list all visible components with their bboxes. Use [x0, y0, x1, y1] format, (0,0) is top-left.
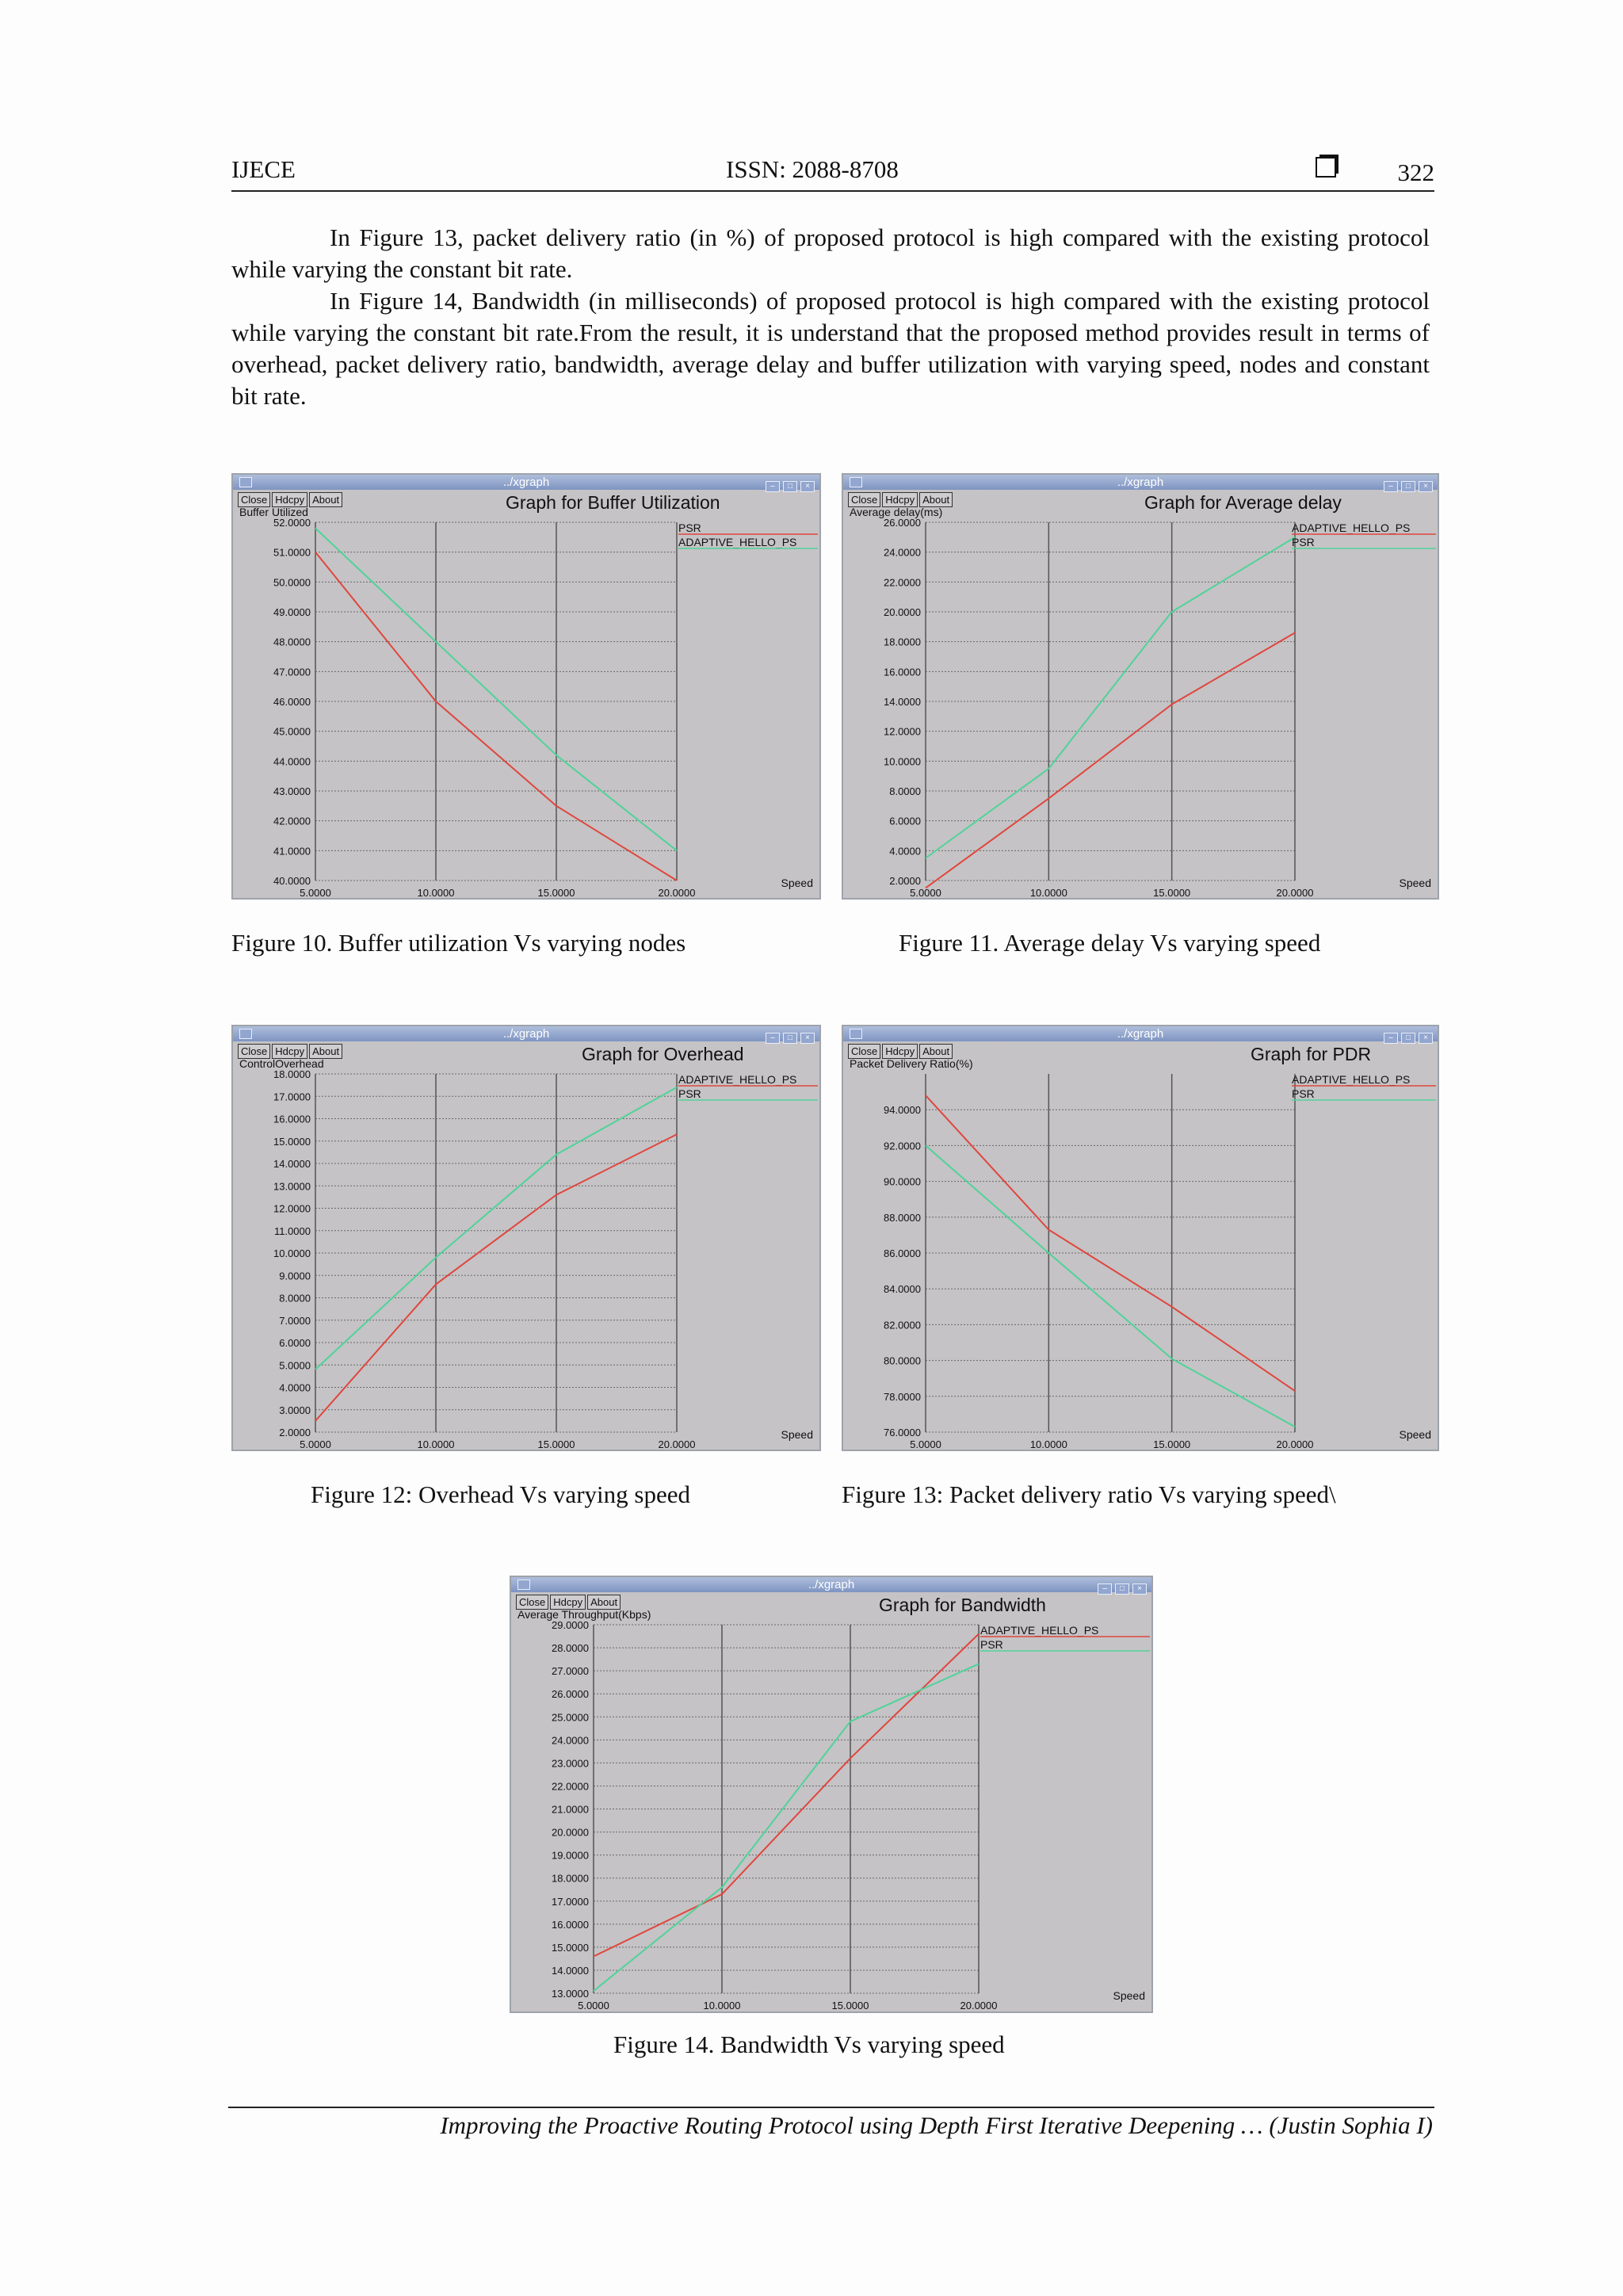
y-tick-label: 18.0000 [273, 1068, 311, 1080]
y-tick-label: 2.0000 [279, 1427, 311, 1438]
minimize-icon[interactable]: – [766, 1033, 780, 1044]
x-axis-label: Speed [781, 1428, 813, 1441]
x-tick-label: 15.0000 [1153, 887, 1191, 898]
hdcpy-button[interactable]: Hdcpy [272, 492, 307, 507]
y-tick-label: 92.0000 [884, 1140, 921, 1152]
maximize-icon[interactable]: □ [1401, 481, 1415, 492]
y-tick-label: 48.0000 [273, 636, 311, 648]
xgraph-window [842, 1025, 1439, 1451]
maximize-icon[interactable]: □ [1115, 1584, 1129, 1595]
y-tick-label: 29.0000 [552, 1619, 589, 1631]
x-tick-label: 20.0000 [1276, 1438, 1314, 1450]
y-axis-label: Buffer Utilized [239, 506, 308, 518]
window-title: ../xgraph [1117, 1027, 1164, 1041]
y-axis-label: Average Throughput(Kbps) [517, 1608, 651, 1621]
y-tick-label: 24.0000 [884, 546, 921, 559]
footer-rule [228, 2107, 1434, 2108]
close-icon[interactable]: × [800, 481, 815, 492]
y-tick-label: 42.0000 [273, 815, 311, 827]
close-button[interactable]: Close [848, 492, 880, 507]
x-tick-label: 10.0000 [417, 1438, 455, 1450]
x-tick-label: 5.0000 [300, 1438, 331, 1450]
y-tick-label: 14.0000 [884, 696, 921, 708]
legend-label: ADAPTIVE_HELLO_PS [1292, 1073, 1411, 1086]
figure-caption: Figure 12: Overhead Vs varying speed [311, 1480, 690, 1508]
y-tick-label: 13.0000 [552, 1988, 589, 2000]
chart-title: Graph for PDR [1251, 1044, 1372, 1064]
y-tick-label: 94.0000 [884, 1104, 921, 1117]
x-axis-label: Speed [1399, 1428, 1431, 1441]
y-tick-label: 46.0000 [273, 696, 311, 708]
y-tick-label: 28.0000 [552, 1642, 589, 1655]
y-tick-label: 8.0000 [279, 1292, 311, 1305]
y-tick-label: 2.0000 [889, 875, 921, 887]
y-tick-label: 6.0000 [889, 815, 921, 827]
window-title: ../xgraph [1117, 476, 1164, 489]
x-tick-label: 10.0000 [1029, 1438, 1067, 1450]
minimize-icon[interactable]: – [1384, 1033, 1398, 1044]
y-tick-label: 44.0000 [273, 755, 311, 768]
y-tick-label: 10.0000 [273, 1247, 311, 1259]
about-button[interactable]: About [919, 492, 953, 507]
maximize-icon[interactable]: □ [783, 481, 797, 492]
y-tick-label: 16.0000 [273, 1113, 311, 1125]
legend-label: PSR [678, 1087, 701, 1100]
figure-caption: Figure 10. Buffer utilization Vs varying nodes [231, 929, 686, 957]
y-tick-label: 49.0000 [273, 606, 311, 618]
chart-title: Graph for Overhead [582, 1044, 744, 1064]
y-tick-label: 8.0000 [889, 785, 921, 797]
series-line [926, 1145, 1295, 1427]
legend-label: ADAPTIVE_HELLO_PS [678, 536, 797, 548]
x-axis-label: Speed [781, 877, 813, 889]
maximize-icon[interactable]: □ [783, 1033, 797, 1044]
legend-label: ADAPTIVE_HELLO_PS [980, 1624, 1099, 1637]
y-tick-label: 18.0000 [884, 636, 921, 648]
x-tick-label: 20.0000 [658, 1438, 696, 1450]
minimize-icon[interactable]: – [1098, 1584, 1112, 1595]
y-tick-label: 27.0000 [552, 1665, 589, 1678]
about-button[interactable]: About [309, 1044, 342, 1059]
x-tick-label: 15.0000 [537, 1438, 575, 1450]
y-tick-label: 88.0000 [884, 1211, 921, 1224]
y-tick-label: 5.0000 [279, 1359, 311, 1372]
y-tick-label: 22.0000 [884, 576, 921, 589]
page-footer: Improving the Proactive Routing Protocol using Depth First Iterative Deepening … (Justin Sophia I) [440, 2111, 1433, 2139]
about-button[interactable]: About [919, 1044, 953, 1059]
y-tick-label: 6.0000 [279, 1337, 311, 1349]
y-tick-label: 90.0000 [884, 1175, 921, 1188]
close-icon[interactable]: × [1419, 481, 1433, 492]
series-line [315, 1087, 677, 1370]
y-tick-label: 15.0000 [273, 1135, 311, 1148]
y-tick-label: 26.0000 [552, 1688, 589, 1701]
series-line [594, 1634, 979, 1957]
y-tick-label: 16.0000 [552, 1918, 589, 1931]
about-button[interactable]: About [587, 1595, 621, 1610]
y-tick-label: 78.0000 [884, 1390, 921, 1403]
y-tick-label: 20.0000 [884, 606, 921, 618]
close-button[interactable]: Close [238, 1044, 270, 1059]
y-tick-label: 82.0000 [884, 1319, 921, 1331]
x-tick-label: 20.0000 [1276, 887, 1314, 898]
y-tick-label: 18.0000 [552, 1872, 589, 1885]
window-title: ../xgraph [502, 476, 550, 489]
y-axis-label: ControlOverhead [239, 1057, 324, 1070]
y-tick-label: 12.0000 [884, 725, 921, 738]
y-tick-label: 47.0000 [273, 666, 311, 678]
hdcpy-button[interactable]: Hdcpy [882, 492, 918, 507]
legend-label: PSR [1292, 536, 1315, 548]
y-tick-label: 86.0000 [884, 1247, 921, 1259]
y-tick-label: 50.0000 [273, 576, 311, 589]
about-button[interactable]: About [309, 492, 342, 507]
close-icon[interactable]: × [800, 1033, 815, 1044]
xgraph-window [231, 473, 821, 900]
legend-label: PSR [1292, 1087, 1315, 1100]
window-title: ../xgraph [808, 1578, 855, 1591]
y-tick-label: 11.0000 [273, 1224, 311, 1237]
y-tick-label: 84.0000 [884, 1283, 921, 1296]
close-button[interactable]: Close [516, 1595, 548, 1610]
y-tick-label: 24.0000 [552, 1734, 589, 1747]
y-tick-label: 43.0000 [273, 785, 311, 797]
y-tick-label: 80.0000 [884, 1354, 921, 1367]
close-icon[interactable]: × [1419, 1033, 1433, 1044]
figure-caption: Figure 13: Packet delivery ratio Vs varying speed\ [842, 1480, 1336, 1508]
chart-title: Graph for Average delay [1144, 492, 1342, 513]
issn: ISSN: 2088-8708 [726, 155, 899, 183]
series-line [926, 537, 1295, 858]
minimize-icon[interactable]: – [766, 481, 780, 492]
y-tick-label: 14.0000 [552, 1964, 589, 1977]
chart-plot [233, 475, 819, 898]
x-tick-label: 10.0000 [703, 2000, 741, 2011]
series-line [315, 529, 677, 851]
y-tick-label: 51.0000 [273, 546, 311, 559]
y-tick-label: 12.0000 [273, 1202, 311, 1215]
x-tick-label: 10.0000 [1029, 887, 1067, 898]
chart-plot [511, 1577, 1151, 2011]
legend-label: PSR [980, 1638, 1003, 1651]
x-tick-label: 15.0000 [831, 2000, 869, 2011]
y-tick-label: 17.0000 [552, 1895, 589, 1908]
series-line [315, 552, 677, 881]
y-tick-label: 26.0000 [884, 517, 921, 529]
chart-plot [843, 475, 1438, 898]
y-tick-label: 10.0000 [884, 755, 921, 768]
x-axis-label: Speed [1113, 1989, 1145, 2002]
x-tick-label: 5.0000 [910, 1438, 941, 1450]
minimize-icon[interactable]: – [1384, 481, 1398, 492]
body-text [231, 222, 1430, 412]
hdcpy-button[interactable]: Hdcpy [272, 1044, 307, 1059]
y-tick-label: 17.0000 [273, 1091, 311, 1103]
x-tick-label: 5.0000 [910, 887, 941, 898]
hdcpy-button[interactable]: Hdcpy [550, 1595, 586, 1610]
chart-plot [233, 1026, 819, 1450]
chart-plot [843, 1026, 1438, 1450]
x-axis-label: Speed [1399, 877, 1431, 889]
y-tick-label: 19.0000 [552, 1849, 589, 1862]
close-button[interactable]: Close [848, 1044, 880, 1059]
close-icon[interactable]: × [1132, 1584, 1147, 1595]
x-tick-label: 5.0000 [578, 2000, 609, 2011]
figure-caption: Figure 14. Bandwidth Vs varying speed [613, 2030, 1005, 2058]
xgraph-window [510, 1576, 1153, 2013]
y-tick-label: 21.0000 [552, 1803, 589, 1816]
y-tick-label: 45.0000 [273, 725, 311, 738]
x-tick-label: 20.0000 [960, 2000, 998, 2011]
y-tick-label: 15.0000 [552, 1941, 589, 1954]
page-header [231, 155, 1434, 192]
xgraph-window [231, 1025, 821, 1451]
journal-name: IJECE [231, 155, 296, 183]
y-axis-label: Average delay(ms) [850, 506, 943, 518]
close-button[interactable]: Close [238, 492, 270, 507]
paragraph: In Figure 13, packet delivery ratio (in %) of proposed protocol is high compared with the existing protocol while varying the constant bit rate. [231, 223, 1430, 283]
legend-label: PSR [678, 521, 701, 534]
y-tick-label: 20.0000 [552, 1826, 589, 1839]
window-title: ../xgraph [502, 1027, 550, 1041]
y-tick-label: 41.0000 [273, 845, 311, 858]
figure-caption: Figure 11. Average delay Vs varying speed [899, 929, 1321, 957]
square-bullet-icon [1316, 157, 1336, 178]
y-tick-label: 23.0000 [552, 1757, 589, 1770]
y-tick-label: 13.0000 [273, 1180, 311, 1193]
page-number: 322 [1397, 159, 1434, 186]
x-tick-label: 5.0000 [300, 887, 331, 898]
paragraph: In Figure 14, Bandwidth (in milliseconds) of proposed protocol is high compared with the existing protocol while varying the constant bit rate.From the result, it is understand that the proposed method provides result in terms of overhead, packet delivery ratio, bandwidth, average delay and buffer utilization with varying speed, nodes and constant bit rate. [231, 287, 1430, 410]
x-tick-label: 20.0000 [658, 887, 696, 898]
y-tick-label: 14.0000 [273, 1158, 311, 1170]
chart-title: Graph for Bandwidth [879, 1595, 1046, 1615]
y-tick-label: 76.0000 [884, 1427, 921, 1438]
maximize-icon[interactable]: □ [1401, 1033, 1415, 1044]
y-tick-label: 16.0000 [884, 666, 921, 678]
xgraph-window [842, 473, 1439, 900]
y-tick-label: 52.0000 [273, 517, 311, 529]
legend-label: ADAPTIVE_HELLO_PS [678, 1073, 797, 1086]
y-tick-label: 4.0000 [889, 845, 921, 858]
y-axis-label: Packet Delivery Ratio(%) [850, 1057, 973, 1070]
y-tick-label: 7.0000 [279, 1314, 311, 1327]
y-tick-label: 4.0000 [279, 1381, 311, 1394]
x-tick-label: 15.0000 [1153, 1438, 1191, 1450]
x-tick-label: 15.0000 [537, 887, 575, 898]
y-tick-label: 25.0000 [552, 1711, 589, 1724]
series-line [315, 1134, 677, 1421]
y-tick-label: 40.0000 [273, 875, 311, 887]
y-tick-label: 22.0000 [552, 1780, 589, 1793]
y-tick-label: 9.0000 [279, 1270, 311, 1282]
y-tick-label: 3.0000 [279, 1404, 311, 1416]
series-line [926, 632, 1295, 888]
x-tick-label: 10.0000 [417, 887, 455, 898]
hdcpy-button[interactable]: Hdcpy [882, 1044, 918, 1059]
legend-label: ADAPTIVE_HELLO_PS [1292, 521, 1411, 534]
chart-title: Graph for Buffer Utilization [506, 492, 720, 513]
series-line [926, 1095, 1295, 1391]
